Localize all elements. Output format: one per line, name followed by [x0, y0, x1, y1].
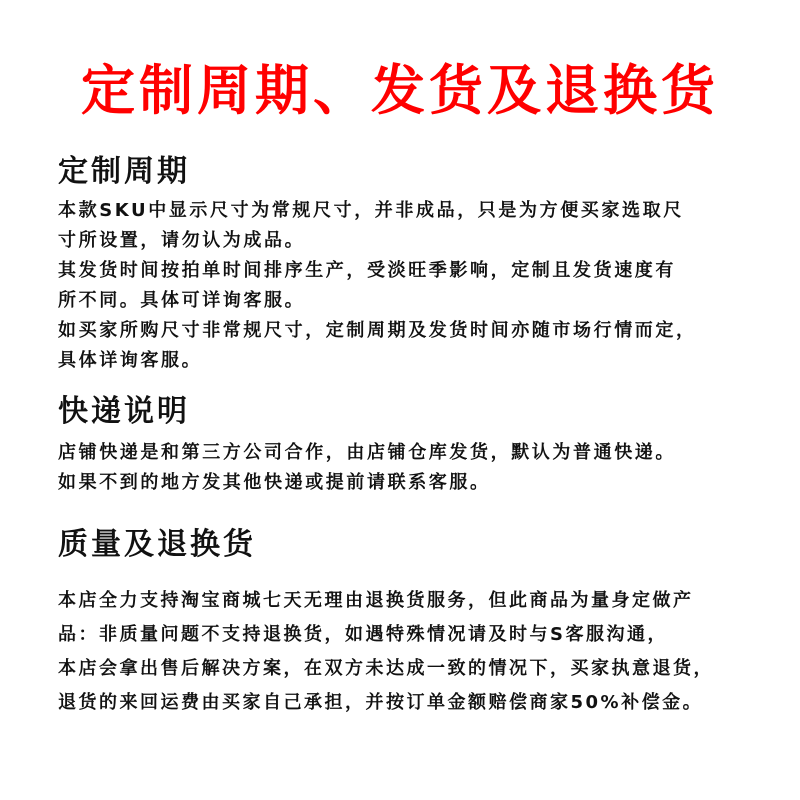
body-line: 如果不到的地方发其他快递或提前请联系客服。 [58, 472, 491, 493]
page-title: 定制周期、发货及退换货 [81, 59, 719, 122]
body-line: 其发货时间按拍单时间排序生产，受淡旺季影响，定制且发货速度有 [58, 260, 676, 281]
section-body-custom-cycle [58, 196, 758, 376]
body-line: 退货的来回运费由买家自己承担，并按订单金额赔偿商家50%补偿金。 [58, 692, 704, 713]
body-line: 本店全力支持淘宝商城七天无理由退换货服务，但此商品为量身定做产 [58, 590, 694, 611]
body-line: 品：非质量问题不支持退换货，如遇特殊情况请及时与S客服沟通， [58, 624, 668, 645]
section-heading-custom-cycle: 定制周期 [58, 154, 190, 189]
body-line: 寸所设置，请勿认为成品。 [58, 230, 306, 251]
body-line: 如买家所购尺寸非常规尺寸，定制周期及发货时间亦随市场行情而定， [58, 320, 697, 341]
section-body-shipping [58, 438, 758, 498]
body-line: 具体详询客服。 [58, 350, 203, 371]
section-body-returns [58, 584, 758, 720]
body-line: 所不同。具体可详询客服。 [58, 290, 306, 311]
body-line: 本店会拿出售后解决方案，在双方未达成一致的情况下，买家执意退货， [58, 658, 714, 679]
section-heading-shipping: 快递说明 [58, 394, 190, 429]
body-line: 店铺快递是和第三方公司合作，由店铺仓库发货，默认为普通快递。 [58, 442, 676, 463]
body-line: 本款SKU中显示尺寸为常规尺寸，并非成品，只是为方便买家选取尺 [58, 200, 684, 221]
section-heading-returns: 质量及退换货 [58, 527, 256, 562]
